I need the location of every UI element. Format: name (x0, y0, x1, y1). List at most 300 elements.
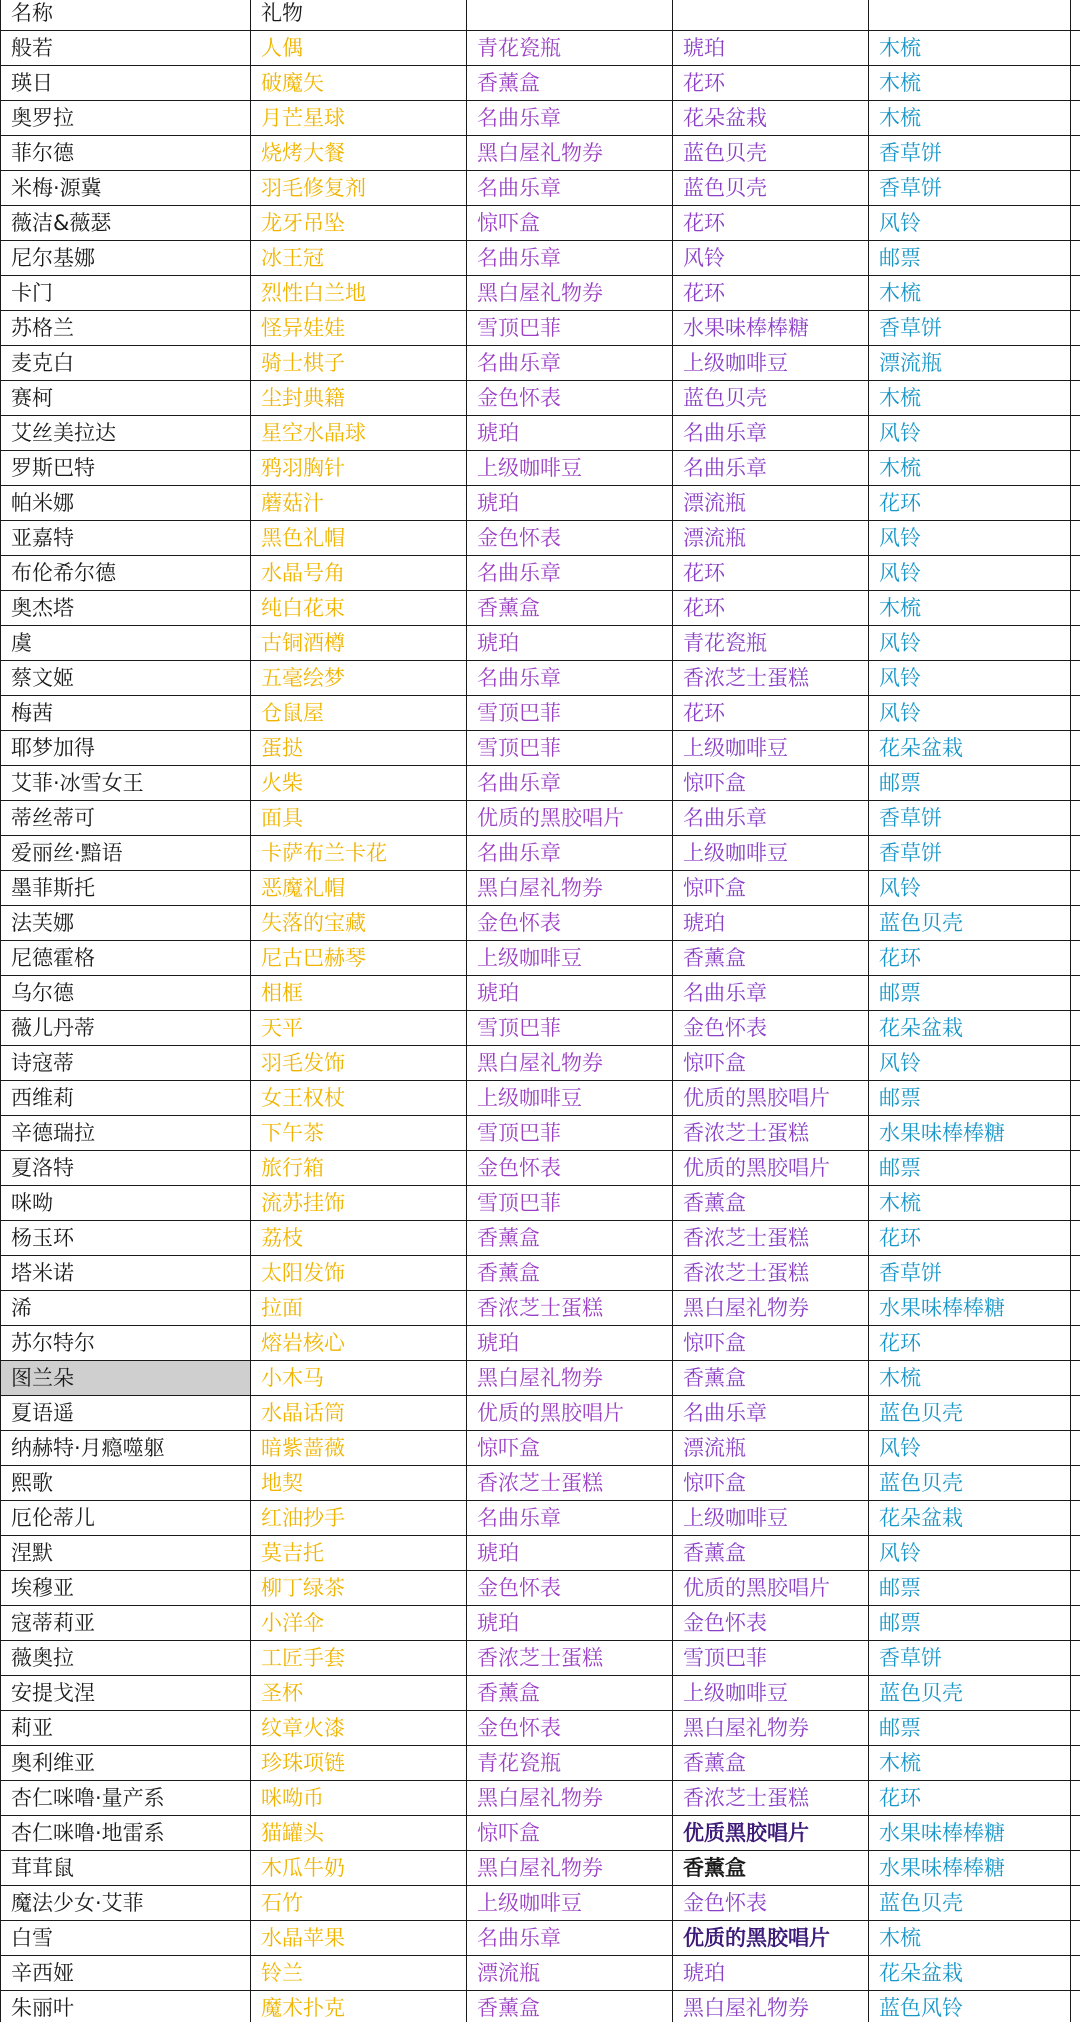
name-cell[interactable]: 夏洛特 (1, 1151, 251, 1186)
gift-3-cell[interactable]: 黑白屋礼物券 (673, 1291, 869, 1326)
header-gift-cell[interactable]: 礼物 (251, 0, 467, 31)
gift-3-cell[interactable]: 香薰盒 (673, 1361, 869, 1396)
gift-3-cell[interactable]: 优质黑胶唱片 (673, 1816, 869, 1851)
gift-2-cell[interactable]: 香浓芝士蛋糕 (467, 1641, 673, 1676)
name-cell[interactable]: 卡门 (1, 276, 251, 311)
name-cell[interactable]: 墨菲斯托 (1, 871, 251, 906)
gift-4-cell[interactable]: 水果味棒棒糖 (869, 1851, 1071, 1886)
gift-1-cell[interactable]: 仓鼠屋 (251, 696, 467, 731)
gift-4-cell[interactable]: 蓝色风铃 (869, 1991, 1071, 2022)
gift-2-cell[interactable]: 香薰盒 (467, 66, 673, 101)
name-cell[interactable]: 魔法少女·艾菲 (1, 1886, 251, 1921)
gift-4-cell[interactable]: 香草饼 (869, 1641, 1071, 1676)
gift-4-cell[interactable]: 风铃 (869, 416, 1071, 451)
gift-4-cell[interactable]: 花环 (869, 486, 1071, 521)
edge-cell[interactable] (1071, 451, 1080, 486)
gift-3-cell[interactable]: 惊吓盒 (673, 1466, 869, 1501)
gift-4-cell[interactable]: 风铃 (869, 556, 1071, 591)
name-cell[interactable]: 奥利维亚 (1, 1746, 251, 1781)
edge-cell[interactable] (1071, 801, 1080, 836)
edge-cell[interactable] (1071, 1361, 1080, 1396)
gift-1-cell[interactable]: 小洋伞 (251, 1606, 467, 1641)
gift-3-cell[interactable]: 名曲乐章 (673, 976, 869, 1011)
gift-1-cell[interactable]: 纯白花束 (251, 591, 467, 626)
gift-4-cell[interactable]: 香草饼 (869, 171, 1071, 206)
name-cell[interactable]: 莉亚 (1, 1711, 251, 1746)
gift-3-cell[interactable]: 优质的黑胶唱片 (673, 1921, 869, 1956)
gift-1-cell[interactable]: 蘑菇汁 (251, 486, 467, 521)
gift-2-cell[interactable]: 黑白屋礼物券 (467, 871, 673, 906)
gift-3-cell[interactable]: 香薰盒 (673, 1186, 869, 1221)
name-cell[interactable]: 般若 (1, 31, 251, 66)
gift-3-cell[interactable]: 惊吓盒 (673, 1046, 869, 1081)
gift-1-cell[interactable]: 怪异娃娃 (251, 311, 467, 346)
gift-1-cell[interactable]: 尼古巴赫琴 (251, 941, 467, 976)
gift-3-cell[interactable]: 优质的黑胶唱片 (673, 1081, 869, 1116)
gift-1-cell[interactable]: 烈性白兰地 (251, 276, 467, 311)
edge-cell[interactable] (1071, 416, 1080, 451)
name-cell[interactable]: 尼尔基娜 (1, 241, 251, 276)
edge-cell[interactable] (1071, 136, 1080, 171)
gift-1-cell[interactable]: 尘封典籍 (251, 381, 467, 416)
name-cell[interactable]: 埃穆亚 (1, 1571, 251, 1606)
gift-4-cell[interactable]: 花环 (869, 1326, 1071, 1361)
name-cell[interactable]: 乌尔德 (1, 976, 251, 1011)
gift-4-cell[interactable]: 木梳 (869, 276, 1071, 311)
gift-4-cell[interactable]: 蓝色贝壳 (869, 906, 1071, 941)
gift-4-cell[interactable]: 香草饼 (869, 311, 1071, 346)
edge-cell[interactable] (1071, 1991, 1080, 2022)
gift-1-cell[interactable]: 水晶苹果 (251, 1921, 467, 1956)
gift-2-cell[interactable]: 雪顶巴菲 (467, 1011, 673, 1046)
edge-cell[interactable] (1071, 1326, 1080, 1361)
gift-1-cell[interactable]: 莫吉托 (251, 1536, 467, 1571)
edge-cell[interactable] (1071, 1431, 1080, 1466)
header-name-cell[interactable]: 名称 (1, 0, 251, 31)
edge-cell[interactable] (1071, 1816, 1080, 1851)
gift-2-cell[interactable]: 金色怀表 (467, 1151, 673, 1186)
gift-4-cell[interactable]: 蓝色贝壳 (869, 1676, 1071, 1711)
edge-cell[interactable] (1071, 31, 1080, 66)
edge-cell[interactable] (1071, 1956, 1080, 1991)
name-cell[interactable]: 诗寇蒂 (1, 1046, 251, 1081)
gift-1-cell[interactable]: 羽毛修复剂 (251, 171, 467, 206)
edge-cell[interactable] (1071, 1466, 1080, 1501)
gift-3-cell[interactable]: 花朵盆栽 (673, 101, 869, 136)
gift-4-cell[interactable]: 香草饼 (869, 836, 1071, 871)
name-cell[interactable]: 杨玉环 (1, 1221, 251, 1256)
name-cell[interactable]: 爱丽丝·黯语 (1, 836, 251, 871)
gift-2-cell[interactable]: 香薰盒 (467, 1991, 673, 2022)
gift-2-cell[interactable]: 上级咖啡豆 (467, 941, 673, 976)
gift-4-cell[interactable]: 蓝色贝壳 (869, 1396, 1071, 1431)
gift-4-cell[interactable]: 木梳 (869, 1361, 1071, 1396)
gift-3-cell[interactable]: 蓝色贝壳 (673, 136, 869, 171)
edge-cell[interactable] (1071, 626, 1080, 661)
name-cell[interactable]: 麦克白 (1, 346, 251, 381)
gift-1-cell[interactable]: 工匠手套 (251, 1641, 467, 1676)
gift-1-cell[interactable]: 黑色礼帽 (251, 521, 467, 556)
gift-3-cell[interactable]: 雪顶巴菲 (673, 1641, 869, 1676)
name-cell[interactable]: 蔡文姬 (1, 661, 251, 696)
gift-1-cell[interactable]: 星空水晶球 (251, 416, 467, 451)
edge-cell[interactable] (1071, 101, 1080, 136)
gift-1-cell[interactable]: 烧烤大餐 (251, 136, 467, 171)
gift-1-cell[interactable]: 地契 (251, 1466, 467, 1501)
gift-3-cell[interactable]: 名曲乐章 (673, 801, 869, 836)
edge-cell[interactable] (1071, 171, 1080, 206)
gift-3-cell[interactable]: 上级咖啡豆 (673, 731, 869, 766)
gift-4-cell[interactable]: 风铃 (869, 871, 1071, 906)
edge-cell[interactable] (1071, 1781, 1080, 1816)
gift-1-cell[interactable]: 魔术扑克 (251, 1991, 467, 2022)
gift-2-cell[interactable]: 名曲乐章 (467, 1501, 673, 1536)
gift-2-cell[interactable]: 香薰盒 (467, 1676, 673, 1711)
gift-2-cell[interactable]: 香薰盒 (467, 1221, 673, 1256)
edge-cell[interactable] (1071, 906, 1080, 941)
gift-1-cell[interactable]: 荔枝 (251, 1221, 467, 1256)
gift-3-cell[interactable]: 黑白屋礼物券 (673, 1991, 869, 2022)
gift-2-cell[interactable]: 黑白屋礼物券 (467, 1361, 673, 1396)
gift-3-cell[interactable]: 上级咖啡豆 (673, 836, 869, 871)
name-cell[interactable]: 薇儿丹蒂 (1, 1011, 251, 1046)
edge-cell[interactable] (1071, 276, 1080, 311)
name-cell[interactable]: 奥杰塔 (1, 591, 251, 626)
gift-3-cell[interactable]: 香浓芝士蛋糕 (673, 1116, 869, 1151)
gift-2-cell[interactable]: 香浓芝士蛋糕 (467, 1466, 673, 1501)
gift-1-cell[interactable]: 女王权杖 (251, 1081, 467, 1116)
name-cell[interactable]: 法芙娜 (1, 906, 251, 941)
gift-4-cell[interactable]: 木梳 (869, 31, 1071, 66)
gift-1-cell[interactable]: 铃兰 (251, 1956, 467, 1991)
gift-1-cell[interactable]: 失落的宝藏 (251, 906, 467, 941)
name-cell[interactable]: 辛西娅 (1, 1956, 251, 1991)
gift-4-cell[interactable]: 水果味棒棒糖 (869, 1291, 1071, 1326)
header-empty-cell[interactable] (1071, 0, 1080, 31)
edge-cell[interactable] (1071, 1046, 1080, 1081)
name-cell[interactable]: 杏仁咪噜·地雷系 (1, 1816, 251, 1851)
name-cell[interactable]: 瑛日 (1, 66, 251, 101)
gift-2-cell[interactable]: 黑白屋礼物券 (467, 1851, 673, 1886)
gift-1-cell[interactable]: 火柴 (251, 766, 467, 801)
edge-cell[interactable] (1071, 1921, 1080, 1956)
gift-2-cell[interactable]: 名曲乐章 (467, 1921, 673, 1956)
name-cell[interactable]: 朱丽叶 (1, 1991, 251, 2022)
edge-cell[interactable] (1071, 381, 1080, 416)
gift-4-cell[interactable]: 木梳 (869, 381, 1071, 416)
gift-2-cell[interactable]: 香浓芝士蛋糕 (467, 1291, 673, 1326)
name-cell[interactable]: 蒂丝蒂可 (1, 801, 251, 836)
gift-2-cell[interactable]: 香薰盒 (467, 1256, 673, 1291)
gift-2-cell[interactable]: 青花瓷瓶 (467, 31, 673, 66)
gift-3-cell[interactable]: 香浓芝士蛋糕 (673, 661, 869, 696)
gift-4-cell[interactable]: 水果味棒棒糖 (869, 1816, 1071, 1851)
name-cell[interactable]: 尼德霍格 (1, 941, 251, 976)
name-cell[interactable]: 涅默 (1, 1536, 251, 1571)
gift-2-cell[interactable]: 雪顶巴菲 (467, 1186, 673, 1221)
gift-2-cell[interactable]: 雪顶巴菲 (467, 731, 673, 766)
gift-3-cell[interactable]: 花环 (673, 276, 869, 311)
gift-3-cell[interactable]: 香薰盒 (673, 1746, 869, 1781)
name-cell[interactable]: 奥罗拉 (1, 101, 251, 136)
gift-2-cell[interactable]: 金色怀表 (467, 381, 673, 416)
name-cell[interactable]: 辛德瑞拉 (1, 1116, 251, 1151)
gift-2-cell[interactable]: 优质的黑胶唱片 (467, 1396, 673, 1431)
gift-3-cell[interactable]: 优质的黑胶唱片 (673, 1571, 869, 1606)
gift-4-cell[interactable]: 风铃 (869, 1536, 1071, 1571)
gift-2-cell[interactable]: 金色怀表 (467, 1571, 673, 1606)
gift-1-cell[interactable]: 冰王冠 (251, 241, 467, 276)
name-cell[interactable]: 夏语遥 (1, 1396, 251, 1431)
name-cell[interactable]: 茸茸鼠 (1, 1851, 251, 1886)
gift-1-cell[interactable]: 旅行箱 (251, 1151, 467, 1186)
edge-cell[interactable] (1071, 521, 1080, 556)
gift-4-cell[interactable]: 邮票 (869, 1606, 1071, 1641)
gift-2-cell[interactable]: 名曲乐章 (467, 101, 673, 136)
gift-4-cell[interactable]: 风铃 (869, 1046, 1071, 1081)
gift-2-cell[interactable]: 黑白屋礼物券 (467, 1781, 673, 1816)
gift-3-cell[interactable]: 名曲乐章 (673, 416, 869, 451)
edge-cell[interactable] (1071, 1116, 1080, 1151)
gift-3-cell[interactable]: 琥珀 (673, 1956, 869, 1991)
edge-cell[interactable] (1071, 346, 1080, 381)
edge-cell[interactable] (1071, 1571, 1080, 1606)
edge-cell[interactable] (1071, 836, 1080, 871)
gift-2-cell[interactable]: 名曲乐章 (467, 836, 673, 871)
name-cell[interactable]: 寇蒂莉亚 (1, 1606, 251, 1641)
edge-cell[interactable] (1071, 556, 1080, 591)
gift-3-cell[interactable]: 香薰盒 (673, 1851, 869, 1886)
gift-1-cell[interactable]: 流苏挂饰 (251, 1186, 467, 1221)
gift-4-cell[interactable]: 邮票 (869, 766, 1071, 801)
gift-2-cell[interactable]: 上级咖啡豆 (467, 1886, 673, 1921)
gift-3-cell[interactable]: 花环 (673, 206, 869, 241)
gift-4-cell[interactable]: 蓝色贝壳 (869, 1466, 1071, 1501)
gift-1-cell[interactable]: 熔岩核心 (251, 1326, 467, 1361)
name-cell[interactable]: 菲尔德 (1, 136, 251, 171)
gift-4-cell[interactable]: 木梳 (869, 591, 1071, 626)
gift-3-cell[interactable]: 惊吓盒 (673, 1326, 869, 1361)
edge-cell[interactable] (1071, 1081, 1080, 1116)
gift-2-cell[interactable]: 雪顶巴菲 (467, 311, 673, 346)
gift-2-cell[interactable]: 金色怀表 (467, 521, 673, 556)
gift-2-cell[interactable]: 琥珀 (467, 1606, 673, 1641)
gift-3-cell[interactable]: 漂流瓶 (673, 1431, 869, 1466)
gift-1-cell[interactable]: 水晶话筒 (251, 1396, 467, 1431)
gift-1-cell[interactable]: 卡萨布兰卡花 (251, 836, 467, 871)
gift-4-cell[interactable]: 水果味棒棒糖 (869, 1116, 1071, 1151)
gift-2-cell[interactable]: 优质的黑胶唱片 (467, 801, 673, 836)
gift-4-cell[interactable]: 邮票 (869, 1571, 1071, 1606)
edge-cell[interactable] (1071, 1396, 1080, 1431)
gift-3-cell[interactable]: 花环 (673, 556, 869, 591)
name-cell[interactable]: 厄伦蒂儿 (1, 1501, 251, 1536)
gift-1-cell[interactable]: 面具 (251, 801, 467, 836)
gift-4-cell[interactable]: 花环 (869, 941, 1071, 976)
gift-2-cell[interactable]: 琥珀 (467, 1326, 673, 1361)
gift-1-cell[interactable]: 石竹 (251, 1886, 467, 1921)
name-cell[interactable]: 安提戈涅 (1, 1676, 251, 1711)
gift-3-cell[interactable]: 惊吓盒 (673, 871, 869, 906)
name-cell[interactable]: 杏仁咪噜·量产系 (1, 1781, 251, 1816)
gift-3-cell[interactable]: 香薰盒 (673, 941, 869, 976)
gift-1-cell[interactable]: 月芒星球 (251, 101, 467, 136)
gift-3-cell[interactable]: 上级咖啡豆 (673, 1676, 869, 1711)
gift-3-cell[interactable]: 名曲乐章 (673, 451, 869, 486)
gift-2-cell[interactable]: 漂流瓶 (467, 1956, 673, 1991)
gift-2-cell[interactable]: 名曲乐章 (467, 766, 673, 801)
gift-1-cell[interactable]: 下午茶 (251, 1116, 467, 1151)
gift-2-cell[interactable]: 名曲乐章 (467, 556, 673, 591)
gift-2-cell[interactable]: 上级咖啡豆 (467, 451, 673, 486)
gift-1-cell[interactable]: 恶魔礼帽 (251, 871, 467, 906)
gift-4-cell[interactable]: 木梳 (869, 1921, 1071, 1956)
header-empty-cell[interactable] (673, 0, 869, 31)
edge-cell[interactable] (1071, 1851, 1080, 1886)
edge-cell[interactable] (1071, 1151, 1080, 1186)
gift-4-cell[interactable]: 香草饼 (869, 136, 1071, 171)
name-cell[interactable]: 赛柯 (1, 381, 251, 416)
edge-cell[interactable] (1071, 66, 1080, 101)
edge-cell[interactable] (1071, 731, 1080, 766)
edge-cell[interactable] (1071, 1606, 1080, 1641)
gift-4-cell[interactable]: 木梳 (869, 451, 1071, 486)
edge-cell[interactable] (1071, 1501, 1080, 1536)
edge-cell[interactable] (1071, 1676, 1080, 1711)
gift-4-cell[interactable]: 木梳 (869, 1186, 1071, 1221)
header-empty-cell[interactable] (869, 0, 1071, 31)
gift-1-cell[interactable]: 珍珠项链 (251, 1746, 467, 1781)
gift-2-cell[interactable]: 金色怀表 (467, 1711, 673, 1746)
name-cell[interactable]: 罗斯巴特 (1, 451, 251, 486)
gift-3-cell[interactable]: 香浓芝士蛋糕 (673, 1256, 869, 1291)
gift-2-cell[interactable]: 名曲乐章 (467, 171, 673, 206)
gift-1-cell[interactable]: 相框 (251, 976, 467, 1011)
name-cell[interactable]: 帕米娜 (1, 486, 251, 521)
edge-cell[interactable] (1071, 871, 1080, 906)
gift-2-cell[interactable]: 黑白屋礼物券 (467, 136, 673, 171)
gift-4-cell[interactable]: 风铃 (869, 1431, 1071, 1466)
edge-cell[interactable] (1071, 1011, 1080, 1046)
gift-2-cell[interactable]: 惊吓盒 (467, 1816, 673, 1851)
header-empty-cell[interactable] (467, 0, 673, 31)
gift-4-cell[interactable]: 风铃 (869, 661, 1071, 696)
gift-3-cell[interactable]: 金色怀表 (673, 1606, 869, 1641)
gift-2-cell[interactable]: 琥珀 (467, 626, 673, 661)
gift-3-cell[interactable]: 花环 (673, 66, 869, 101)
gift-1-cell[interactable]: 五毫绘梦 (251, 661, 467, 696)
gift-4-cell[interactable]: 漂流瓶 (869, 346, 1071, 381)
gift-1-cell[interactable]: 羽毛发饰 (251, 1046, 467, 1081)
edge-cell[interactable] (1071, 976, 1080, 1011)
gift-1-cell[interactable]: 拉面 (251, 1291, 467, 1326)
gift-2-cell[interactable]: 金色怀表 (467, 906, 673, 941)
gift-4-cell[interactable]: 木梳 (869, 66, 1071, 101)
gift-1-cell[interactable]: 破魔矢 (251, 66, 467, 101)
gift-1-cell[interactable]: 红油抄手 (251, 1501, 467, 1536)
gift-4-cell[interactable]: 邮票 (869, 1711, 1071, 1746)
gift-1-cell[interactable]: 人偶 (251, 31, 467, 66)
gift-4-cell[interactable]: 邮票 (869, 241, 1071, 276)
gift-1-cell[interactable]: 太阳发饰 (251, 1256, 467, 1291)
edge-cell[interactable] (1071, 766, 1080, 801)
name-cell[interactable]: 布伦希尔德 (1, 556, 251, 591)
name-cell[interactable]: 耶梦加得 (1, 731, 251, 766)
edge-cell[interactable] (1071, 1256, 1080, 1291)
name-cell[interactable]: 米梅·源冀 (1, 171, 251, 206)
name-cell[interactable]: 亚嘉特 (1, 521, 251, 556)
edge-cell[interactable] (1071, 311, 1080, 346)
name-cell[interactable]: 薇洁&薇瑟 (1, 206, 251, 241)
gift-3-cell[interactable]: 青花瓷瓶 (673, 626, 869, 661)
gift-3-cell[interactable]: 香薰盒 (673, 1536, 869, 1571)
gift-1-cell[interactable]: 小木马 (251, 1361, 467, 1396)
gift-2-cell[interactable]: 惊吓盒 (467, 1431, 673, 1466)
edge-cell[interactable] (1071, 1746, 1080, 1781)
gift-4-cell[interactable]: 风铃 (869, 521, 1071, 556)
gift-4-cell[interactable]: 花环 (869, 1781, 1071, 1816)
gift-1-cell[interactable]: 柳丁绿茶 (251, 1571, 467, 1606)
name-cell[interactable]: 苏尔特尔 (1, 1326, 251, 1361)
gift-3-cell[interactable]: 风铃 (673, 241, 869, 276)
name-cell[interactable]: 浠 (1, 1291, 251, 1326)
gift-3-cell[interactable]: 琥珀 (673, 906, 869, 941)
gift-3-cell[interactable]: 香浓芝士蛋糕 (673, 1781, 869, 1816)
gift-2-cell[interactable]: 惊吓盒 (467, 206, 673, 241)
edge-cell[interactable] (1071, 241, 1080, 276)
edge-cell[interactable] (1071, 661, 1080, 696)
gift-3-cell[interactable]: 香浓芝士蛋糕 (673, 1221, 869, 1256)
gift-4-cell[interactable]: 邮票 (869, 1081, 1071, 1116)
gift-2-cell[interactable]: 黑白屋礼物券 (467, 1046, 673, 1081)
name-cell[interactable]: 白雪 (1, 1921, 251, 1956)
gift-3-cell[interactable]: 金色怀表 (673, 1886, 869, 1921)
gift-2-cell[interactable]: 名曲乐章 (467, 241, 673, 276)
edge-cell[interactable] (1071, 1186, 1080, 1221)
gift-2-cell[interactable]: 名曲乐章 (467, 346, 673, 381)
gift-4-cell[interactable]: 香草饼 (869, 801, 1071, 836)
gift-2-cell[interactable]: 上级咖啡豆 (467, 1081, 673, 1116)
gift-3-cell[interactable]: 蓝色贝壳 (673, 381, 869, 416)
gift-3-cell[interactable]: 上级咖啡豆 (673, 346, 869, 381)
gift-1-cell[interactable]: 蛋挞 (251, 731, 467, 766)
gift-4-cell[interactable]: 花朵盆栽 (869, 731, 1071, 766)
gift-4-cell[interactable]: 花朵盆栽 (869, 1501, 1071, 1536)
gift-1-cell[interactable]: 鸦羽胸针 (251, 451, 467, 486)
name-cell[interactable]: 图兰朵 (1, 1361, 251, 1396)
gift-2-cell[interactable]: 雪顶巴菲 (467, 1116, 673, 1151)
name-cell[interactable]: 塔米诺 (1, 1256, 251, 1291)
gift-2-cell[interactable]: 黑白屋礼物券 (467, 276, 673, 311)
gift-2-cell[interactable]: 青花瓷瓶 (467, 1746, 673, 1781)
gift-2-cell[interactable]: 雪顶巴菲 (467, 696, 673, 731)
gift-4-cell[interactable]: 木梳 (869, 101, 1071, 136)
gift-1-cell[interactable]: 天平 (251, 1011, 467, 1046)
gift-1-cell[interactable]: 骑士棋子 (251, 346, 467, 381)
name-cell[interactable]: 纳赫特·月瘾噬躯 (1, 1431, 251, 1466)
edge-cell[interactable] (1071, 941, 1080, 976)
gift-3-cell[interactable]: 漂流瓶 (673, 486, 869, 521)
gift-1-cell[interactable]: 猫罐头 (251, 1816, 467, 1851)
gift-3-cell[interactable]: 惊吓盒 (673, 766, 869, 801)
gift-4-cell[interactable]: 香草饼 (869, 1256, 1071, 1291)
gift-3-cell[interactable]: 漂流瓶 (673, 521, 869, 556)
name-cell[interactable]: 熙歌 (1, 1466, 251, 1501)
gift-3-cell[interactable]: 花环 (673, 591, 869, 626)
gift-4-cell[interactable]: 花环 (869, 1221, 1071, 1256)
gift-3-cell[interactable]: 名曲乐章 (673, 1396, 869, 1431)
gift-3-cell[interactable]: 蓝色贝壳 (673, 171, 869, 206)
